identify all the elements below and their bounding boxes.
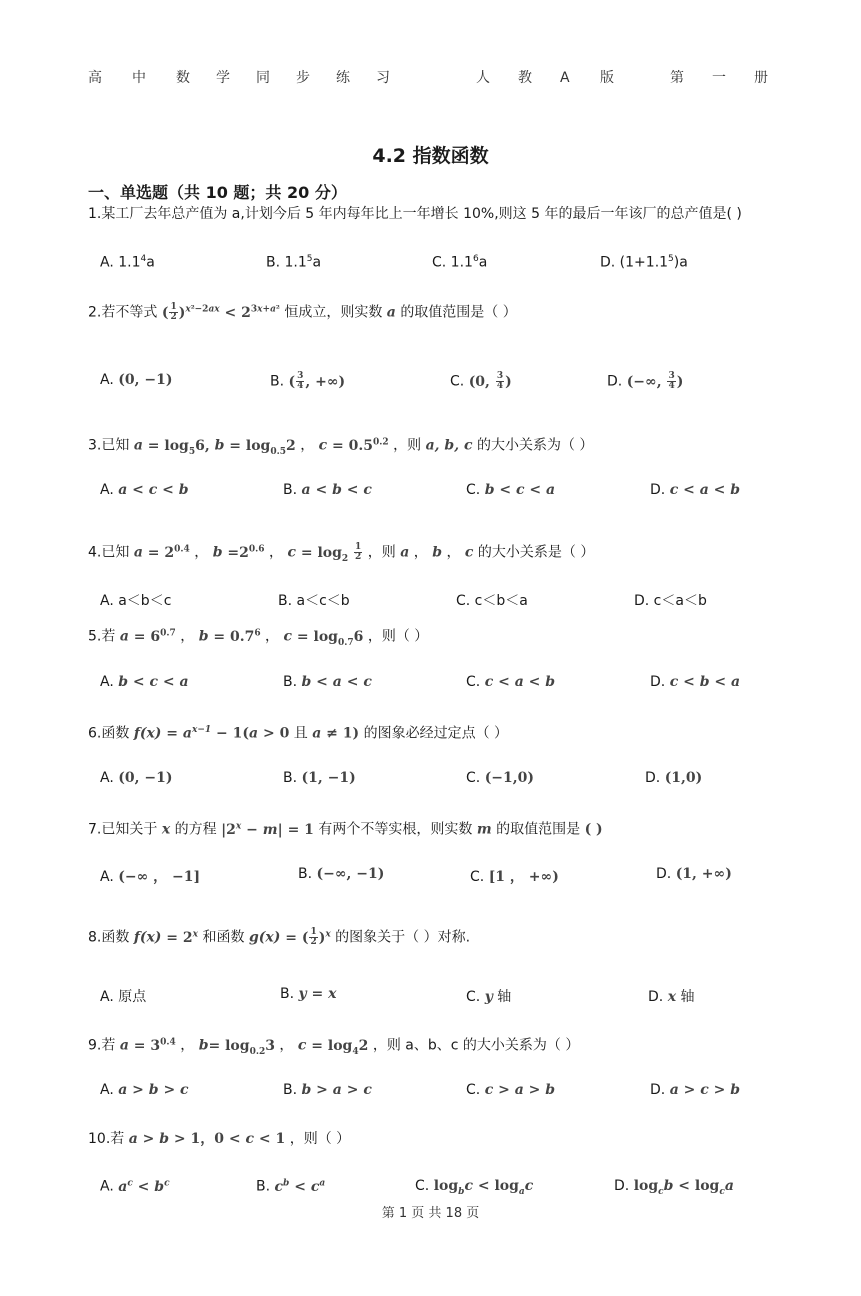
q10-option-d: D. $\log_cb < \log_ca$ [614,1178,734,1197]
q3-option-a: A. a < c < b [100,482,189,498]
q8-option-b: B. y = x [280,986,337,1002]
q5-option-a: A. b < c < a [100,674,189,690]
q3-option-c: C. b < c < a [466,482,556,498]
q5-option-d: D. c < b < a [650,674,741,690]
header-char: A [560,70,570,86]
q10-option-a: A. $a^c < b^c$ [100,1178,170,1195]
header-char: 一 [712,70,726,86]
q9-option-c: C. c > a > b [466,1082,556,1098]
q3-option-d: D. c < a < b [650,482,741,498]
q7-option-c: C. [1 ， +∞) [470,869,559,885]
question-1: 1.某工厂去年总产值为 a,计划今后 5 年内每年比上一年增长 10%,则这 5 年的最后一年该厂的总产值是( ) [88,206,742,222]
q6-option-b: B. (1, −1) [283,770,356,786]
question-5: 5.若 $a = 6^{0.7}$ ， $b = 0.7^6$ ， $c = \log_{0.7}6$ ，则（ ） [88,628,429,648]
q6-option-d: D. (1,0) [645,770,703,786]
q7-option-b: B. (−∞, −1) [298,866,385,882]
q9-option-d: D. a > c > b [650,1082,741,1098]
question-9: 9.若 $a = 3^{0.4}$ ， $b= \log_{0.2}3$ ， $c = \log_42$ ，则 a、b、c 的大小关系为（ ） [88,1037,580,1057]
header-char: 学 [216,70,230,86]
q2-option-a: A. (0, −1) [100,372,173,388]
q2-inequality: ( $\frac{1}{2}$ )$^{x^2-2ax} < 2^{3x+a^2}$ [161,302,280,323]
q4-option-b: B. a＜c＜b [278,593,350,609]
header-right [670,67,774,87]
q6-option-c: C. (−1,0) [466,770,535,786]
q8-option-d: D. x 轴 [648,989,695,1005]
q4-option-c: C. c＜b＜a [456,593,528,609]
q7-option-d: D. (1, +∞) [656,866,732,882]
header-left [88,67,396,87]
question-3: 3.已知 $a = \log_56$, $b = \log_{0.5}2$ ， $c = 0.5^{0.2}$ ，则 a, b, c 的大小关系为（ ） [88,437,594,457]
question-8: 8.函数 $f(x) = 2^x$ 和函数 g(x) = ( $\frac{1}{2}$ )$^x$ 的图象关于（ ）对称. [88,927,471,948]
q2-option-c: C. (0, $\frac{3}{4}$ ) [450,371,512,391]
header-char: 教 [518,70,532,86]
q8-option-c: C. y 轴 [466,989,512,1005]
header-char: 同 [256,70,270,86]
q5-option-b: B. b < a < c [283,674,372,690]
q5-option-c: C. c < a < b [466,674,556,690]
header-mid [476,67,620,87]
header-char: 练 [336,70,350,86]
q1-option-a: A. $1.1^4a$ [100,254,155,271]
question-2: 2.若不等式 ( $\frac{1}{2}$ )$^{x^2-2ax} < 2^{3x+a^2}$ 恒成立，则实数 a 的取值范围是（ ） [88,302,517,323]
header-char: 步 [296,70,310,86]
q10-option-c: C. $\log_bc < \log_ac$ [415,1178,534,1197]
q1-option-d: D. $(1+1.1^5)a$ [600,254,688,271]
question-7: 7.已知关于 x 的方程 $|2^x - m| = 1$ 有两个不等实根，则实数 m 的取值范围是 ( ) [88,821,603,838]
header-char: 人 [476,70,490,86]
header-char: 习 [376,70,390,86]
question-6: 6.函数 $f(x) = a^{x-1} - 1(a > 0$ 且 a ≠ 1) 的图象必经过定点（ ） [88,725,509,742]
section-heading: 一、单选题（共 10 题；共 20 分） [88,183,347,202]
header-char: 版 [600,70,614,86]
header-char: 册 [754,70,768,86]
page-footer: 第 1 页 共 18 页 [381,1206,480,1221]
question-4: 4.已知 $a = 2^{0.4}$ ， $b =2^{0.6}$ ， $c = \log_2$ $\frac{1}{2}$ ，则 a ， b ， c 的大小关系是（ ） [88,542,595,564]
q9-option-a: A. a > b > c [100,1082,189,1098]
q8-option-a: A. 原点 [100,989,147,1005]
page-title: 4.2 指数函数 [372,145,489,167]
q4-option-d: D. c＜a＜b [634,593,707,609]
question-10: 10.若 a > b > 1，0 < c < 1 ，则（ ） [88,1131,351,1147]
q7-option-a: A. (−∞ ， −1] [100,869,201,885]
q1-option-c: C. $1.1^6a$ [432,254,488,271]
q6-option-a: A. (0, −1) [100,770,173,786]
header-char: 第 [670,70,684,86]
q3-option-b: B. a < b < c [283,482,372,498]
q1-option-b: B. $1.1^5a$ [266,254,322,271]
q2-option-b: B. ( $\frac{3}{4}$ , +∞) [270,371,346,391]
header-char: 中 [132,70,146,86]
q10-option-b: B. $c^b < c^a$ [256,1178,326,1195]
q9-option-b: B. b > a > c [283,1082,372,1098]
q2-option-d: D. (−∞, $\frac{3}{4}$ ) [607,371,684,391]
header-char: 高 [88,70,102,86]
q4-option-a: A. a＜b＜c [100,593,172,609]
header-char: 数 [176,70,190,86]
